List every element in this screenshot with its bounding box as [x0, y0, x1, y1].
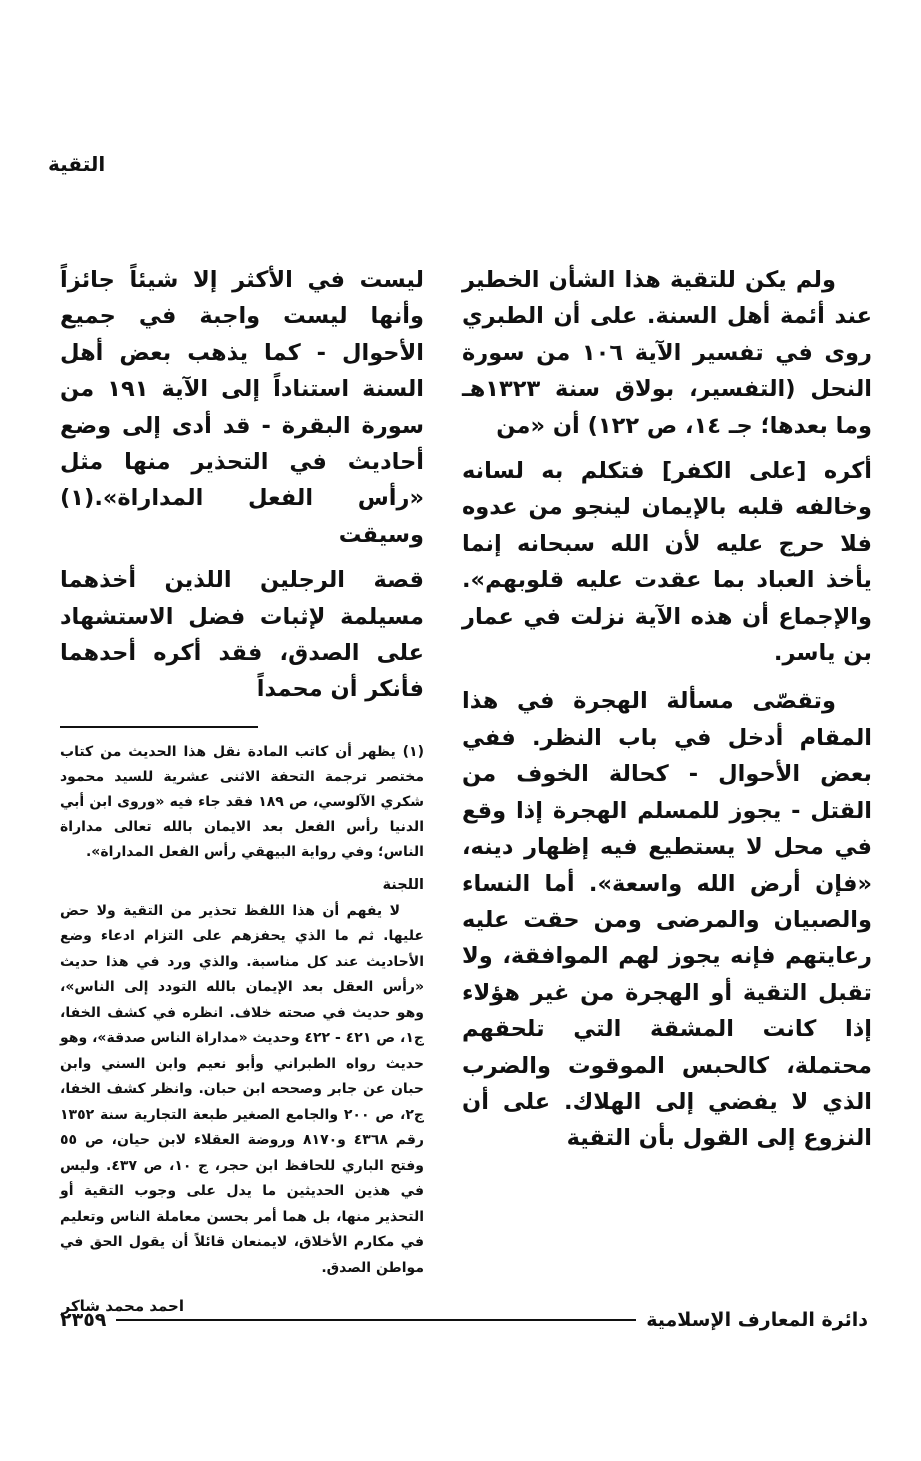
- paragraph: قصة الرجلين اللذين أخذهما مسيلمة لإثبات فضل الاستشهاد على الصدق، فقد أكره أحدهما فأنكر أن محمداً: [60, 567, 424, 703]
- footer-rule: [116, 1319, 636, 1321]
- running-head: التقية: [48, 152, 106, 176]
- footnote: (١) يظهر أن كاتب المادة نقل هذا الحديث من كتاب مختصر ترجمة التحفة الاثنى عشرية للسيد محمود شكري الآلوسي، ص ١٨٩ فقد جاء فيه «وروى ابن أبي الدنيا رأس الفعل بعد الايمان بالله تعالى مداراة الناس؛ وفي رواية البيهقي رأس الفعل المداراة».: [60, 743, 424, 860]
- paragraph: وتقصّى مسألة الهجرة في هذا المقام أدخل في باب النظر. ففي بعض الأحوال - كحالة الخوف من القتل - يجوز للمسلم الهجرة إذا وقع في محل لا يستطيع فيه إظهار دينه، «فإن أرض الله واسعة». أما النساء والصبيان والمرضى ومن حقت عليه رعايتهم فإنه يجوز لهم الموافقة، ولا تقبل التقية أو الهجرة من غير هؤلاء إذا كانت المشقة التي تلحقهم محتملة، كالحبس الموقوت والضرب الذي لا يفضي إلى الهلاك. على أن النزوع إلى القول بأن التقية: [462, 688, 872, 1152]
- committee-heading: اللجنة: [382, 876, 424, 893]
- page-footer: [60, 1305, 868, 1335]
- paragraph: أكره [على الكفر] فتكلم به لسانه وخالفه قلبه بالإيمان لينجو من عدوه فلا حرج عليه لأن الله سبحانه إنما يأخذ العباد بما عقدت عليه قلوبهم». والإجماع أن هذه الآية نزلت في عمار بن ياسر.: [462, 458, 872, 667]
- right-column: [462, 262, 872, 1166]
- paragraph: ليست في الأكثر إلا شيئاً جائزاً وأنها ليست واجبة في جميع الأحوال - كما يذهب بعض أهل السنة استناداً إلى الآية ١٩١ من سورة البقرة - قد أدى إلى وضع أحاديث في التحذير منها مثل «رأس الفعل المداراة».(١) وسيقت: [60, 267, 424, 548]
- paragraph: ولم يكن للتقية هذا الشأن الخطير عند أئمة أهل السنة. على أن الطبري روى في تفسير الآية ١٠٦ من سورة النحل (التفسير، بولاق سنة ١٣٢٣هـ وما بعدها؛ جـ ١٤، ص ١٢٢) أن «من: [462, 267, 872, 439]
- publication-title: دائرة المعارف الإسلامية: [646, 1309, 868, 1331]
- footnote-divider: [60, 726, 258, 728]
- page-number: ٢٣٥٩: [60, 1309, 107, 1331]
- committee-note: لا يفهم أن هذا اللفظ تحذير من التقية ولا حض عليها. ثم ما الذي يحفزهم على التزام ادعاء وضع الأحاديث عند كل مناسبة. والذي ورد في هذا حديث «رأس العقل بعد الإيمان بالله التودد إلى الناس»، وهو حديث في صحته خلاف. انظره في كشف الخفا، ج١، ص ٤٢١ - ٤٢٢ وحديث «مداراة الناس صدقة»، وهو حديث رواه الطبراني وأبو نعيم وابن السني وابن حبان عن جابر وصححه ابن حبان. وانظر كشف الخفا، ج٢، ص ٢٠٠ والجامع الصغير طبعة التجارية سنة ١٣٥٢ رقم ٤٣٦٨ و٨١٧٠ وروضة العقلاء لابن حيان، ص ٥٥ وفتح الباري للحافظ ابن حجر، ج ١٠، ص ٤٣٧. وليس في هذين الحديثين ما يدل على وجوب التقية أو التحذير منها، بل هما أمر بحسن معاملة الناس وتعليم في مكارم الأخلاق، لايمنعان قائلاً أن يقول الحق في مواطن الصدق.: [60, 902, 425, 1276]
- signature: احمد محمد شاكر: [61, 1297, 184, 1316]
- left-column: [60, 262, 424, 1315]
